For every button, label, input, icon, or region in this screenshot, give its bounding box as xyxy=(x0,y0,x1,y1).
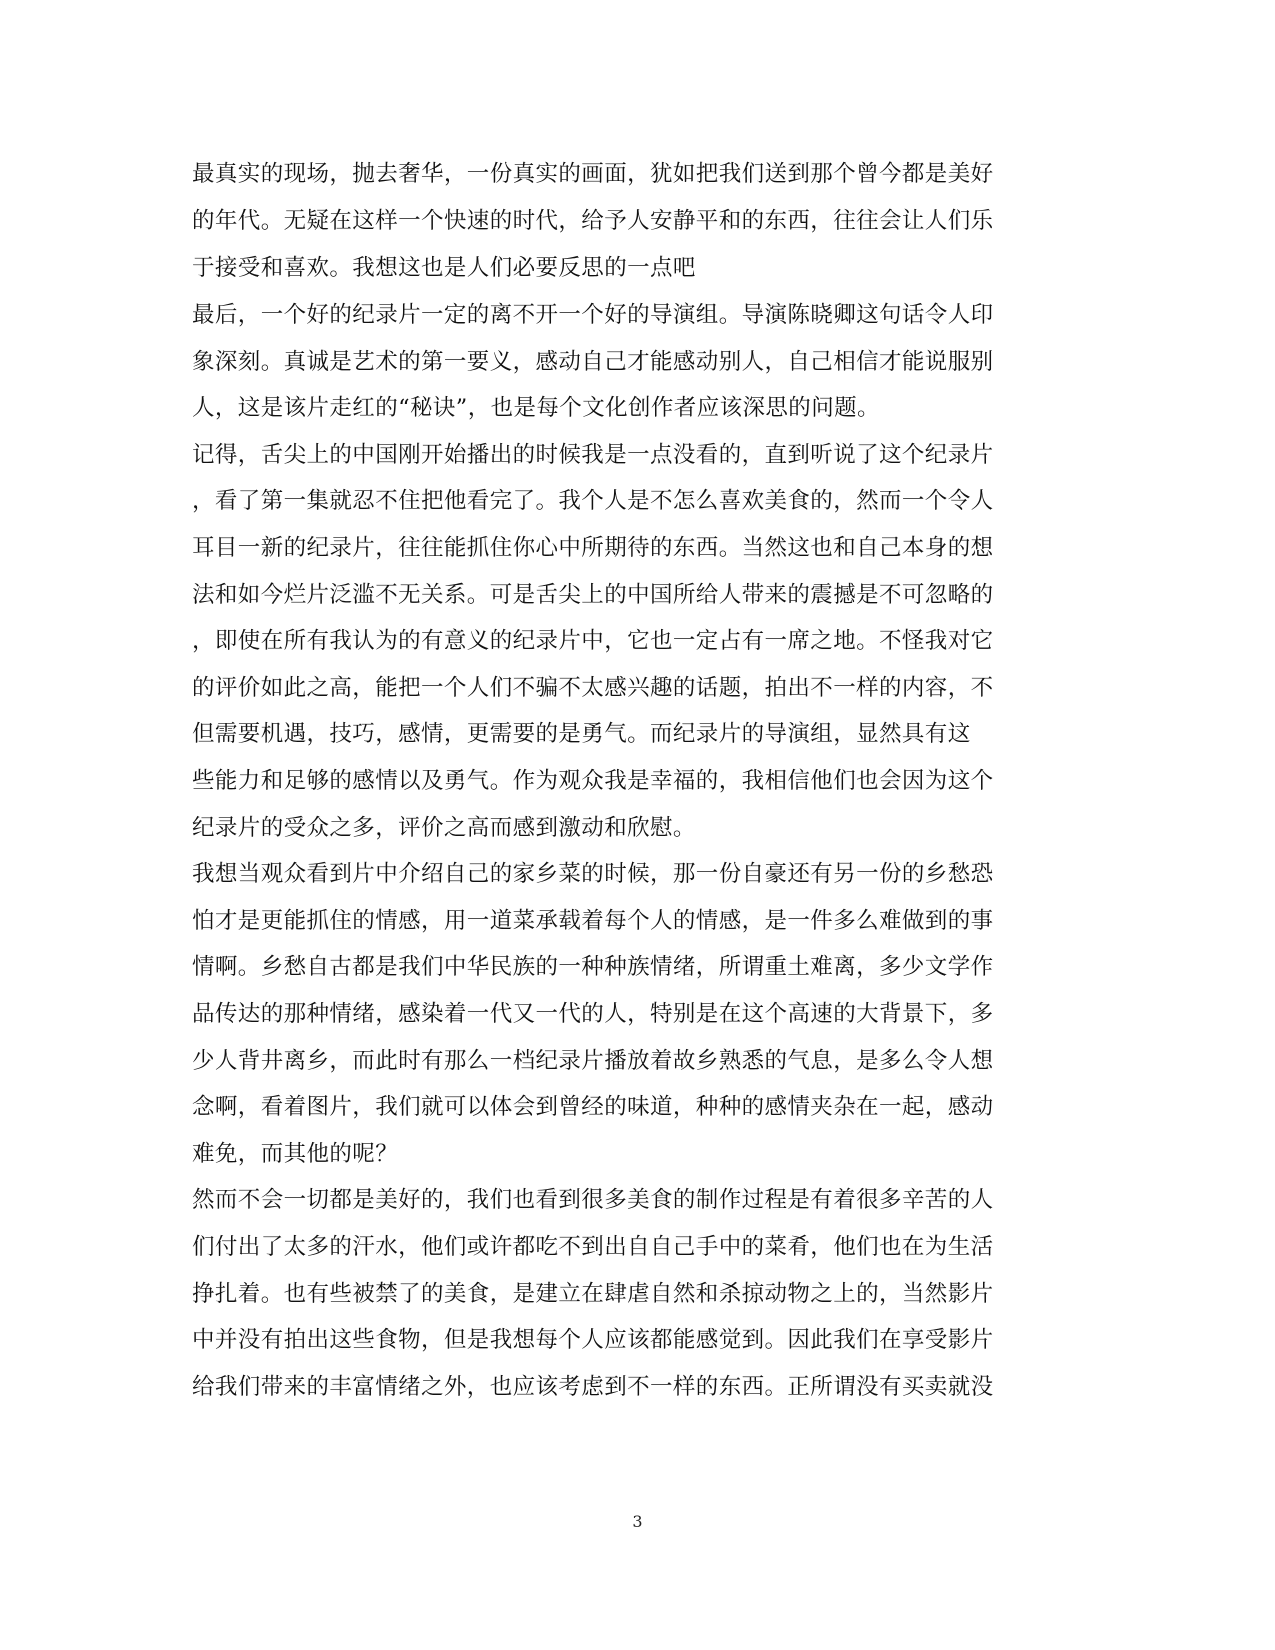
text-line: 们付出了太多的汗水，他们或许都吃不到出自自己手中的菜肴，他们也在为生活 xyxy=(192,1234,994,1260)
text-line: 纪录片的受众之多，评价之高而感到激动和欣慰。 xyxy=(192,815,696,841)
text-line: 些能力和足够的感情以及勇气。作为观众我是幸福的，我相信他们也会因为这个 xyxy=(192,768,994,794)
text-line: 最后，一个好的纪录片一定的离不开一个好的导演组。导演陈晓卿这句话令人印 xyxy=(192,302,994,328)
text-line: 记得，舌尖上的中国刚开始播出的时候我是一点没看的，直到听说了这个纪录片 xyxy=(192,442,994,468)
text-line: 我想当观众看到片中介绍自己的家乡菜的时候，那一份自豪还有另一份的乡愁恐 xyxy=(192,861,994,887)
text-line: 中并没有拍出这些食物，但是我想每个人应该都能感觉到。因此我们在享受影片 xyxy=(192,1327,994,1353)
text-line: ，即使在所有我认为的有意义的纪录片中，它也一定占有一席之地。不怪我对它 xyxy=(192,628,994,654)
text-line: ，看了第一集就忍不住把他看完了。我个人是不怎么喜欢美食的，然而一个令人 xyxy=(192,488,994,514)
text-line: 情啊。乡愁自古都是我们中华民族的一种种族情绪，所谓重土难离，多少文学作 xyxy=(192,954,994,980)
text-line: 品传达的那种情绪，感染着一代又一代的人，特别是在这个高速的大背景下，多 xyxy=(192,1001,994,1027)
text-line: 最真实的现场，抛去奢华，一份真实的画面，犹如把我们送到那个曾今都是美好 xyxy=(192,161,994,187)
text-line: 的年代。无疑在这样一个快速的时代，给予人安静平和的东西，往往会让人们乐 xyxy=(192,208,994,234)
text-line: 但需要机遇，技巧，感情，更需要的是勇气。而纪录片的导演组，显然具有这 xyxy=(192,721,971,747)
text-line: 给我们带来的丰富情绪之外，也应该考虑到不一样的东西。正所谓没有买卖就没 xyxy=(192,1374,994,1400)
text-line: 少人背井离乡，而此时有那么一档纪录片播放着故乡熟悉的气息，是多么令人想 xyxy=(192,1048,994,1074)
text-line: 挣扎着。也有些被禁了的美食，是建立在肆虐自然和杀掠动物之上的，当然影片 xyxy=(192,1281,994,1307)
text-line: 人，这是该片走红的“秘诀”，也是每个文化创作者应该深思的问题。 xyxy=(192,395,880,421)
text-line: 怕才是更能抓住的情感，用一道菜承载着每个人的情感，是一件多么难做到的事 xyxy=(192,908,994,934)
text-line: 象深刻。真诚是艺术的第一要义，感动自己才能感动别人，自己相信才能说服别 xyxy=(192,349,994,375)
text-line: 念啊，看着图片，我们就可以体会到曾经的味道，种种的感情夹杂在一起，感动 xyxy=(192,1094,994,1120)
page-number: 3 xyxy=(632,1512,643,1531)
text-line: 于接受和喜欢。我想这也是人们必要反思的一点吧 xyxy=(192,255,696,281)
text-line: 法和如今烂片泛滥不无关系。可是舌尖上的中国所给人带来的震撼是不可忽略的 xyxy=(192,582,994,608)
text-line: 难免，而其他的呢？ xyxy=(192,1141,399,1167)
text-line: 然而不会一切都是美好的，我们也看到很多美食的制作过程是有着很多辛苦的人 xyxy=(192,1187,994,1213)
text-line: 的评价如此之高，能把一个人们不骗不太感兴趣的话题，拍出不一样的内容，不 xyxy=(192,675,994,701)
text-line: 耳目一新的纪录片，往往能抓住你心中所期待的东西。当然这也和自己本身的想 xyxy=(192,535,994,561)
